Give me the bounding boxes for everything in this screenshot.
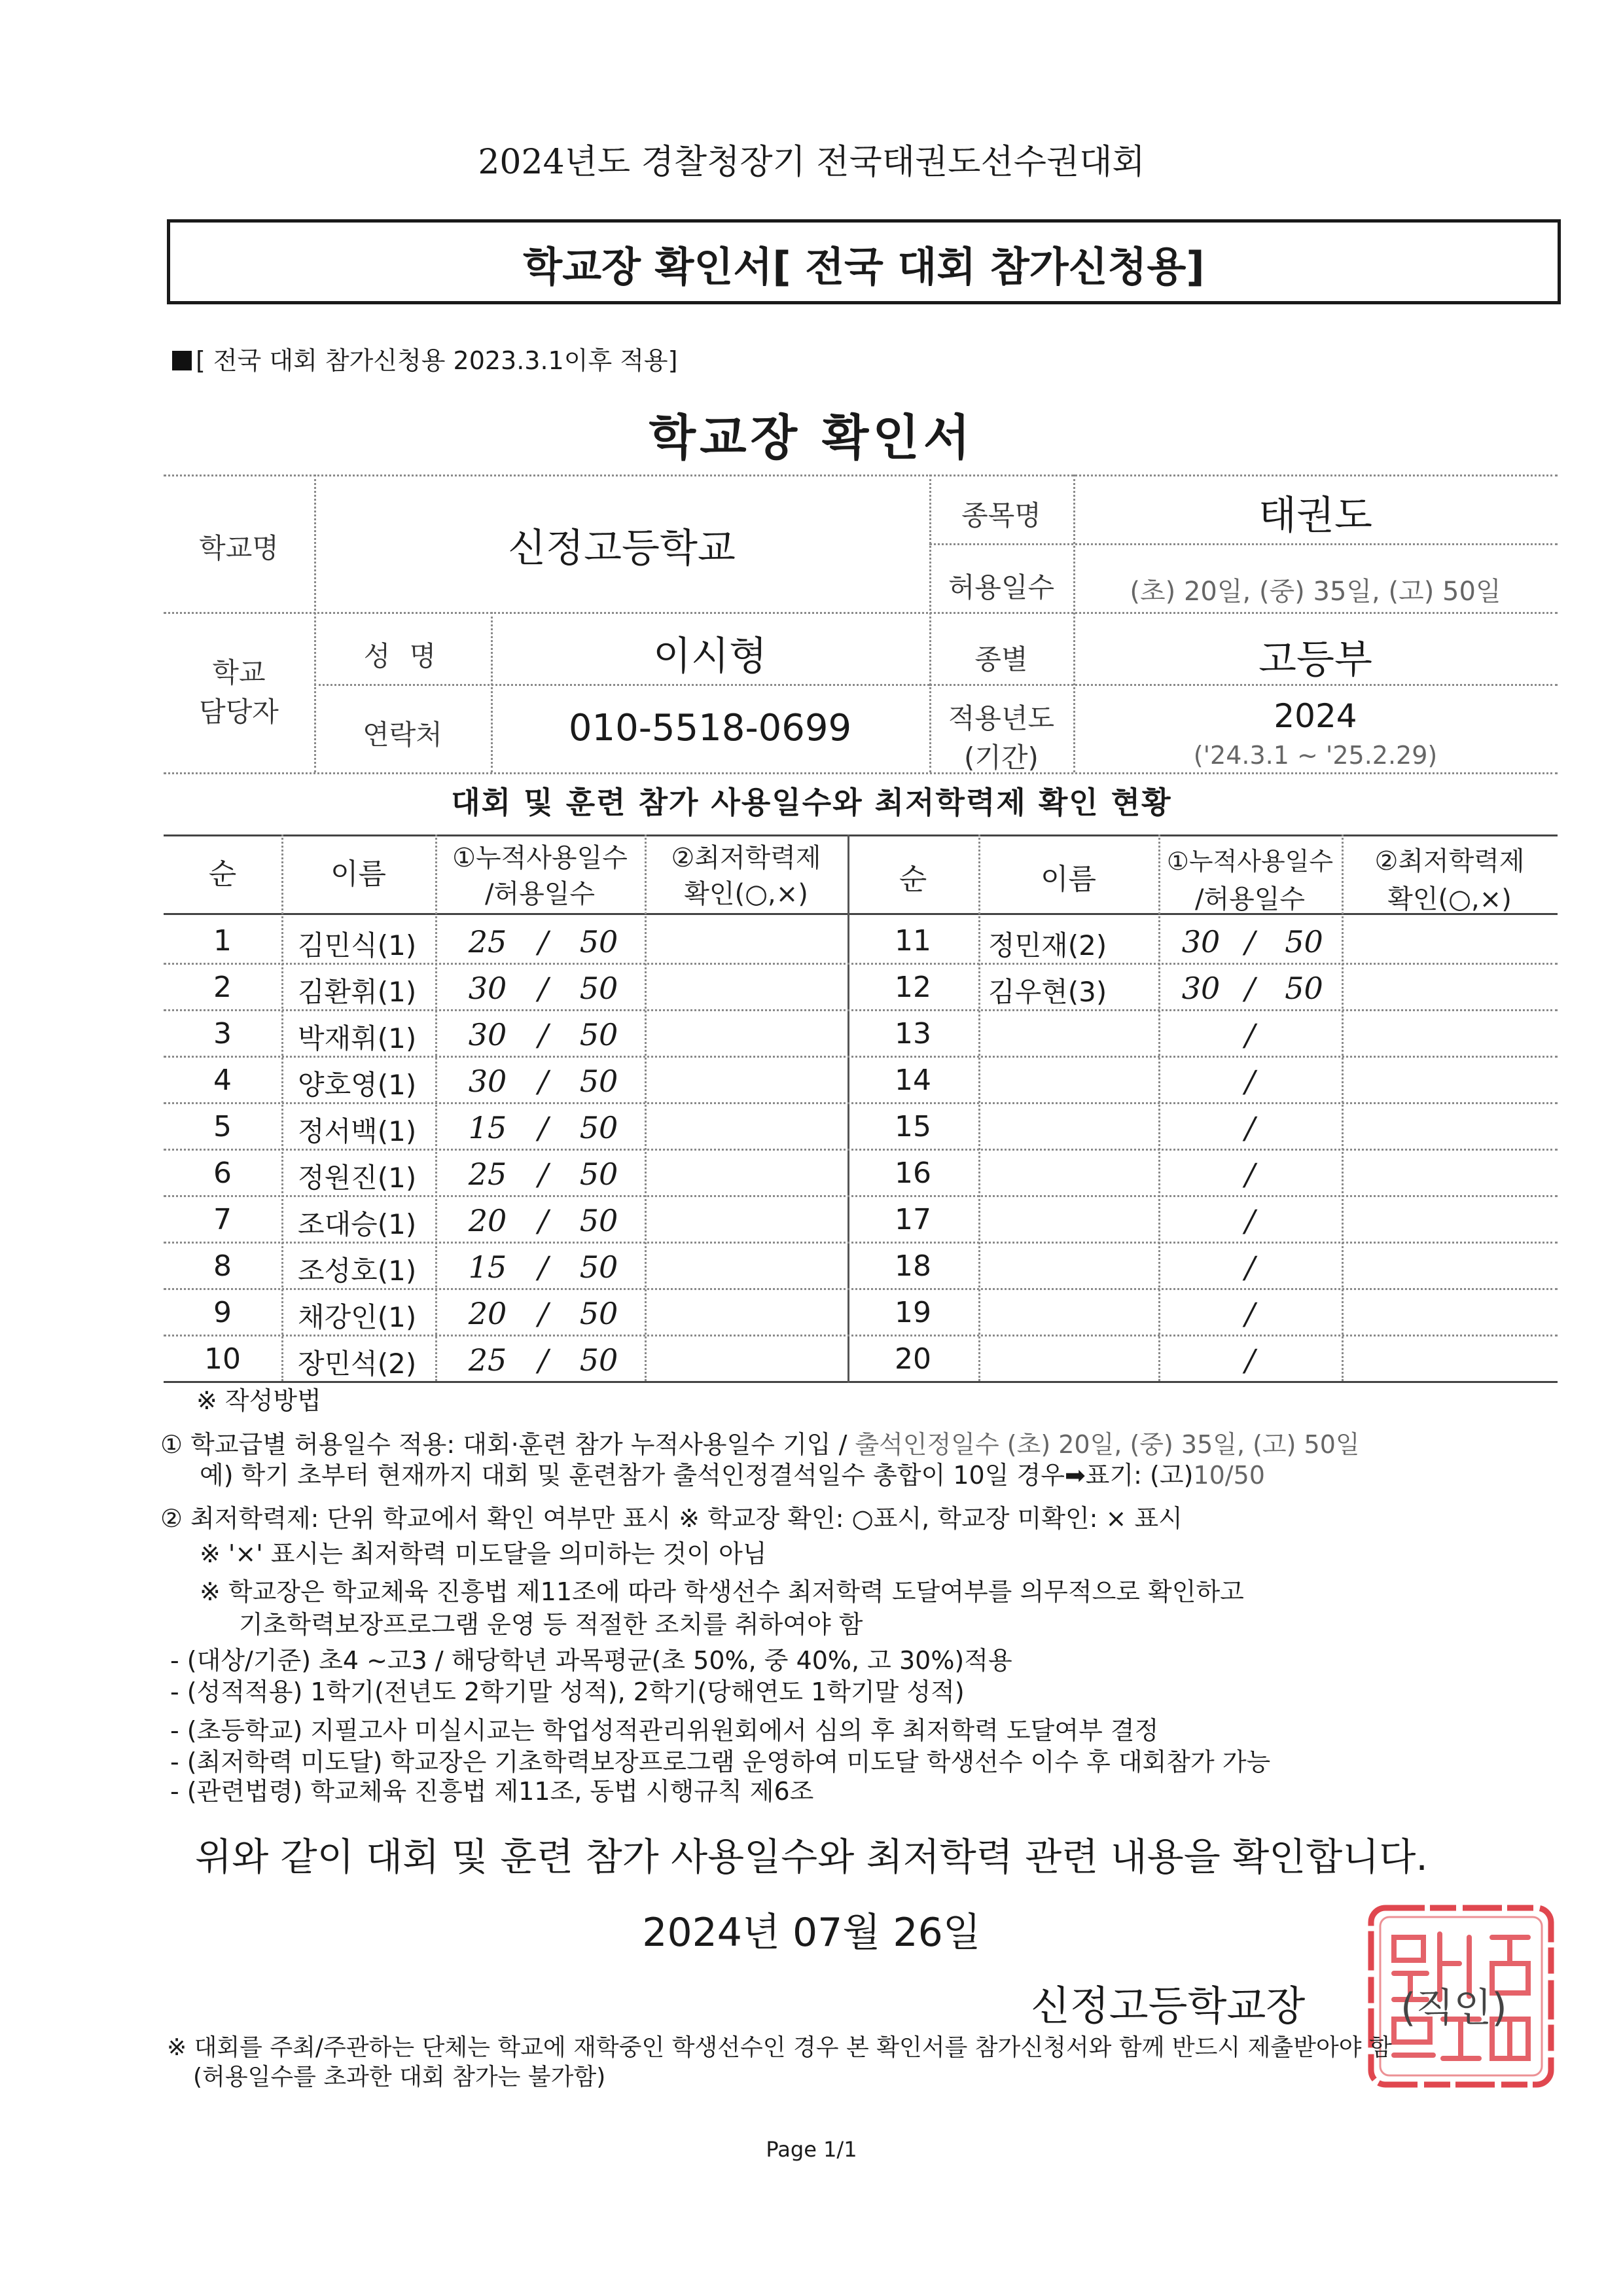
contact-value: 010-5518-0699 <box>568 707 852 749</box>
instruction-line-3: ② 최저학력제: 단위 학교에서 확인 여부만 표시 ※ 학교장 확인: ○표시, 학교장 미확인: × 표시 <box>160 1504 1183 1533</box>
left-row-slash: / <box>538 924 548 960</box>
year-period: ('24.3.1 ~ '25.2.29) <box>1193 741 1438 770</box>
header-academic-right-1: ②최저학력제 <box>1374 846 1525 876</box>
sport-value: 태권도 <box>1258 493 1372 539</box>
right-row-slash: / <box>1245 1342 1255 1378</box>
left-row-used-days: 25 <box>468 1342 507 1378</box>
left-row-allowed-days: 50 <box>579 971 618 1006</box>
left-row-number: 2 <box>213 971 232 1004</box>
principal-name: 신정고등학교장 <box>1031 1982 1306 2030</box>
days-label: 허용일수 <box>948 571 1055 603</box>
subnote <box>172 340 677 376</box>
box-title: 학교장 확인서[ 전국 대회 참가신청용] <box>523 243 1205 291</box>
right-row-name: 김우현(3) <box>988 976 1107 1008</box>
left-row-used-days: 25 <box>468 1157 507 1192</box>
right-row-used-days: 30 <box>1181 971 1221 1006</box>
header-days-right-2: /허용일수 <box>1194 884 1306 914</box>
instruction-line-9: - (초등학교) 지필고사 미실시교는 학업성적관리위원회에서 심의 후 최저학력 도달여부 결정 <box>170 1716 1159 1745</box>
table-col-l3 <box>645 834 647 1381</box>
right-row-allowed-days: 50 <box>1285 924 1323 960</box>
subnote-text: [ 전국 대회 참가신청용 2023.3.1이후 적용] <box>196 346 678 375</box>
category-label: 종별 <box>974 643 1028 675</box>
days-value: (초) 20일, (중) 35일, (고) 50일 <box>1130 577 1501 607</box>
right-row-number: 17 <box>895 1203 931 1236</box>
instruction-line-7: - (대상/기준) 초4 ~고3 / 해당학년 과목평균(초 50%, 중 40%, 고 30%)적용 <box>170 1646 1012 1675</box>
left-row-name: 채강인(1) <box>298 1301 417 1333</box>
table-col-r1 <box>978 834 980 1381</box>
right-row-number: 16 <box>895 1157 931 1190</box>
right-row-number: 18 <box>895 1249 931 1283</box>
left-row-allowed-days: 50 <box>579 1342 618 1378</box>
left-row-used-days: 20 <box>468 1296 507 1331</box>
left-row-number: 6 <box>213 1157 232 1190</box>
confirmation-statement: 위와 같이 대회 및 훈련 참가 사용일수와 최저학력 관련 내용을 확인합니다. <box>195 1835 1428 1879</box>
right-row-slash: / <box>1245 1157 1255 1192</box>
header-num-right: 순 <box>899 863 927 896</box>
left-row-allowed-days: 50 <box>579 1110 618 1145</box>
left-row-used-days: 30 <box>468 1064 507 1099</box>
footer-note-2: (허용일수를 초과한 대회 참가는 불가함) <box>193 2064 606 2090</box>
header-days-right-1: ①누적사용일수 <box>1166 847 1334 876</box>
left-row-name: 정원진(1) <box>298 1162 417 1194</box>
right-row-slash: / <box>1245 1017 1255 1052</box>
right-row-slash: / <box>1245 1110 1255 1145</box>
right-row-number: 15 <box>895 1110 931 1143</box>
right-row-number: 11 <box>895 924 931 958</box>
left-row-allowed-days: 50 <box>579 1064 618 1099</box>
info-rule-row2 <box>164 612 1558 614</box>
instruction-line-11: - (관련법령) 학교체육 진흥법 제11조, 동법 시행규칙 제6조 <box>170 1777 814 1806</box>
instruction-line-1b: 출석인정일수 (초) 20일, (중) 35일, (고) 50일 <box>855 1430 1360 1459</box>
school-label: 학교명 <box>199 532 279 564</box>
instruction-line-1a: ① 학교급별 허용일수 적용: 대회·훈련 참가 누적사용일수 기입 / <box>160 1430 855 1459</box>
right-row-slash: / <box>1245 924 1255 960</box>
issue-date: 2024년 07월 26일 <box>642 1910 981 1956</box>
header-academic-left-1: ②최저학력제 <box>671 843 821 873</box>
left-row-name: 조대승(1) <box>298 1208 417 1240</box>
school-value: 신정고등학교 <box>508 526 736 571</box>
left-row-used-days: 15 <box>468 1110 507 1145</box>
square-bullet-icon <box>172 351 192 370</box>
right-row-number: 20 <box>895 1342 931 1376</box>
header-name-left: 이름 <box>330 857 386 891</box>
left-row-allowed-days: 50 <box>579 1203 618 1238</box>
instruction-line-1 <box>160 1430 1360 1460</box>
right-row-number: 19 <box>895 1296 931 1329</box>
header-days-left-2: /허용일수 <box>484 879 596 909</box>
left-row-used-days: 25 <box>468 924 507 960</box>
left-row-used-days: 30 <box>468 1017 507 1052</box>
sport-label: 종목명 <box>961 499 1041 531</box>
right-row-allowed-days: 50 <box>1285 971 1323 1006</box>
right-row-number: 14 <box>895 1064 931 1097</box>
right-row-slash: / <box>1245 1249 1255 1285</box>
header-academic-right-2: 확인(○,×) <box>1387 884 1512 914</box>
year-label-1: 적용년도 <box>948 702 1055 734</box>
left-row-slash: / <box>538 1296 548 1331</box>
left-row-number: 8 <box>213 1249 232 1283</box>
right-row-number: 13 <box>895 1017 931 1050</box>
table-col-r3 <box>1342 834 1344 1381</box>
left-row-slash: / <box>538 1017 548 1052</box>
right-row-number: 12 <box>895 971 931 1004</box>
table-col-r2 <box>1158 834 1160 1381</box>
person-name-label: 성 명 <box>363 640 442 672</box>
left-row-slash: / <box>538 1203 548 1238</box>
left-row-slash: / <box>538 1249 548 1285</box>
page-number: Page 1/1 <box>766 2137 857 2162</box>
left-row-slash: / <box>538 1110 548 1145</box>
seal-label: (직인) <box>1400 1985 1507 2031</box>
instructions-heading: ※ 작성방법 <box>196 1386 321 1415</box>
instruction-line-4: ※ '×' 표시는 최저학력 미도달을 의미하는 것이 아님 <box>200 1539 767 1568</box>
left-row-used-days: 15 <box>468 1249 507 1285</box>
left-row-name: 박재휘(1) <box>298 1022 417 1054</box>
right-row-slash: / <box>1245 971 1255 1006</box>
contact-label: 연락처 <box>363 719 442 751</box>
header-num-left: 순 <box>208 857 237 891</box>
left-row-name: 양호영(1) <box>298 1069 417 1101</box>
left-row-allowed-days: 50 <box>579 1017 618 1052</box>
year-value: 2024 <box>1274 697 1357 735</box>
right-row-slash: / <box>1245 1203 1255 1238</box>
table-rule-top <box>164 834 1558 836</box>
left-row-allowed-days: 50 <box>579 924 618 960</box>
left-row-number: 3 <box>213 1017 232 1050</box>
info-rule-mid-right <box>929 543 1558 545</box>
left-row-used-days: 20 <box>468 1203 507 1238</box>
info-rule-top <box>164 475 1558 476</box>
instruction-line-2a: 예) 학기 초부터 현재까지 대회 및 훈련참가 출석인정결석일수 총합이 10일 경우➡표기: (고) <box>200 1461 1194 1490</box>
left-row-allowed-days: 50 <box>579 1296 618 1331</box>
instruction-line-2b: 10/50 <box>1193 1461 1265 1490</box>
left-row-used-days: 30 <box>468 971 507 1006</box>
left-row-number: 9 <box>213 1296 232 1329</box>
instruction-line-5: ※ 학교장은 학교체육 진흥법 제11조에 따라 학생선수 최저학력 도달여부를 의무적으로 확인하고 <box>200 1577 1244 1606</box>
left-row-slash: / <box>538 971 548 1006</box>
left-row-name: 정서백(1) <box>298 1115 417 1147</box>
left-row-name: 김환휘(1) <box>298 976 417 1008</box>
left-row-slash: / <box>538 1342 548 1378</box>
left-row-name: 장민석(2) <box>298 1348 417 1380</box>
info-rule-contact <box>314 684 929 686</box>
left-row-number: 7 <box>213 1203 232 1236</box>
manager-label-1: 학교 <box>212 656 266 689</box>
header-name-right: 이름 <box>1040 863 1096 896</box>
section-title: 대회 및 훈련 참가 사용일수와 최저학력제 확인 현황 <box>451 785 1172 820</box>
left-row-number: 1 <box>213 924 232 958</box>
right-row-name: 정민재(2) <box>988 929 1107 961</box>
left-row-slash: / <box>538 1064 548 1099</box>
instruction-line-6: 기초학력보장프로그램 운영 등 적절한 조치를 취하여야 함 <box>239 1610 863 1639</box>
info-rule-bottom <box>164 772 1558 774</box>
right-row-slash: / <box>1245 1064 1255 1099</box>
right-row-used-days: 30 <box>1181 924 1221 960</box>
header-days-left-1: ①누적사용일수 <box>452 843 628 873</box>
instruction-line-8: - (성적적용) 1학기(전년도 2학기말 성적), 2학기(당해연도 1학기말 성적) <box>170 1677 965 1706</box>
left-row-number: 10 <box>204 1342 241 1376</box>
left-row-number: 4 <box>213 1064 232 1097</box>
left-row-number: 5 <box>213 1110 232 1143</box>
manager-label-2: 담당자 <box>199 696 279 728</box>
header-academic-left-2: 확인(○,×) <box>684 879 808 909</box>
contest-title: 2024년도 경찰청장기 전국태권도선수권대회 <box>478 143 1145 182</box>
year-label-2: (기간) <box>964 742 1039 774</box>
document-title: 학교장 확인서 <box>649 410 974 466</box>
left-row-name: 김민식(1) <box>298 929 417 961</box>
left-row-allowed-days: 50 <box>579 1157 618 1192</box>
left-row-allowed-days: 50 <box>579 1249 618 1285</box>
left-row-name: 조성호(1) <box>298 1255 417 1287</box>
table-col-l1 <box>281 834 283 1381</box>
right-row-slash: / <box>1245 1296 1255 1331</box>
person-name-value: 이시형 <box>653 634 767 679</box>
footer-note-1: ※ 대회를 주최/주관하는 단체는 학교에 재학중인 학생선수인 경우 본 확인서를 참가신청서와 함께 반드시 제출받아야 함 <box>167 2034 1392 2061</box>
category-value: 고등부 <box>1258 637 1372 683</box>
instruction-line-10: - (최저학력 미도달) 학교장은 기초학력보장프로그램 운영하여 미도달 학생선수 이수 후 대회참가 가능 <box>170 1748 1271 1776</box>
instruction-line-2 <box>200 1461 1265 1491</box>
left-row-slash: / <box>538 1157 548 1192</box>
